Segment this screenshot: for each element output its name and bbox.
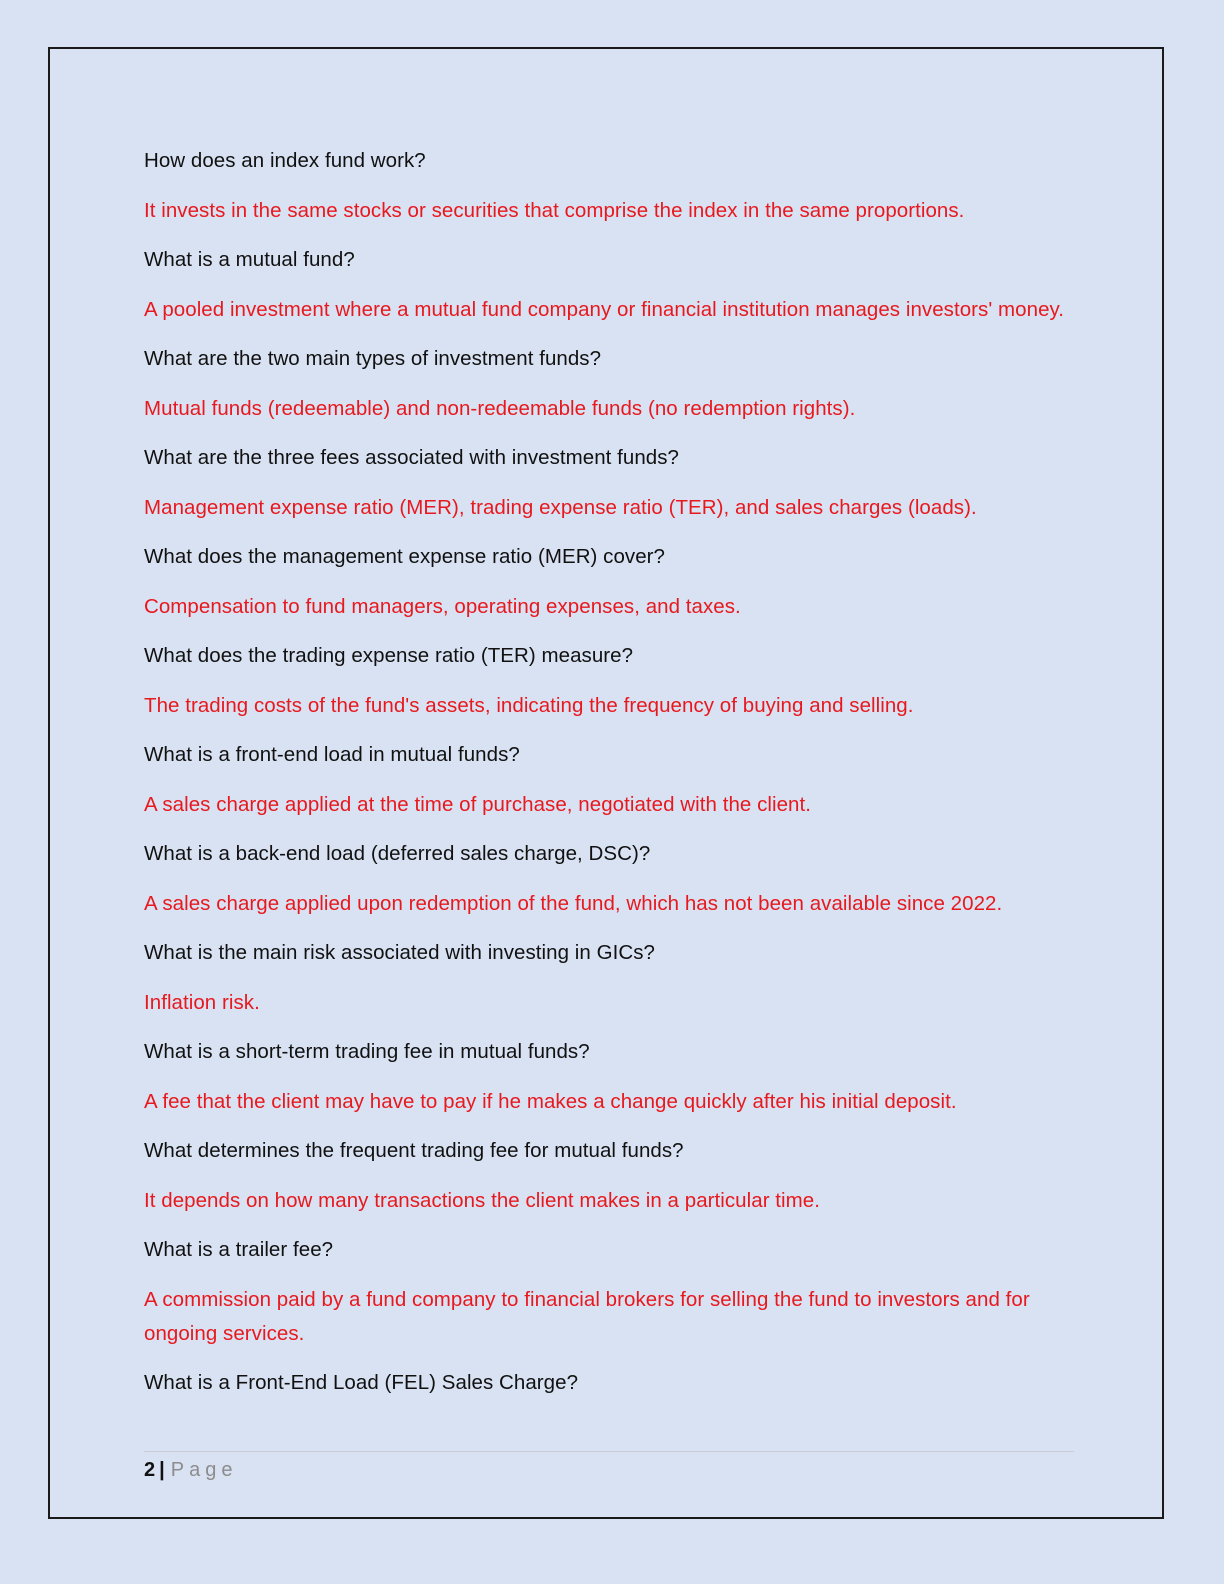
answer-line: Inflation risk. — [144, 990, 260, 1014]
question-line: What is the main risk associated with investing in GICs? — [144, 941, 655, 964]
page-label: Page — [170, 1459, 238, 1481]
page-footer — [144, 1456, 237, 1484]
question-line: What is a front-end load in mutual funds? — [144, 743, 520, 766]
answer-line: The trading costs of the fund's assets, indicating the frequency of buying and selling. — [144, 693, 914, 717]
footer-divider — [144, 1451, 1074, 1452]
answer-line: A sales charge applied at the time of purchase, negotiated with the client. — [144, 792, 811, 816]
answer-line: Management expense ratio (MER), trading expense ratio (TER), and sales charges (loads). — [144, 495, 977, 519]
question-line: What is a back-end load (deferred sales charge, DSC)? — [144, 842, 651, 865]
question-line: What is a short-term trading fee in mutual funds? — [144, 1040, 590, 1063]
page-number: 2 — [144, 1459, 156, 1481]
question-line: What determines the frequent trading fee for mutual funds? — [144, 1139, 684, 1162]
answer-line: It invests in the same stocks or securities that comprise the index in the same proportions. — [144, 198, 965, 222]
question-line: What does the management expense ratio (MER) cover? — [144, 545, 665, 568]
answer-line: A sales charge applied upon redemption of the fund, which has not been available since 2022. — [144, 891, 1003, 915]
footer-separator: | — [159, 1459, 165, 1481]
answer-line: A pooled investment where a mutual fund company or financial institution manages investors' money. — [144, 297, 1065, 321]
answer-line: A commission paid by a fund company to financial brokers for selling the fund to investors and for ongoing services. — [144, 1287, 1030, 1345]
qa-content — [144, 144, 1074, 1416]
answer-line: It depends on how many transactions the client makes in a particular time. — [144, 1188, 820, 1212]
question-line: How does an index fund work? — [144, 149, 426, 172]
answer-line: Compensation to fund managers, operating expenses, and taxes. — [144, 594, 741, 618]
question-line: What are the three fees associated with investment funds? — [144, 446, 679, 469]
question-line: What are the two main types of investment funds? — [144, 347, 602, 370]
answer-line: Mutual funds (redeemable) and non-redeemable funds (no redemption rights). — [144, 396, 856, 420]
question-line: What is a mutual fund? — [144, 248, 355, 271]
question-line: What does the trading expense ratio (TER) measure? — [144, 644, 634, 667]
question-line: What is a trailer fee? — [144, 1238, 334, 1261]
question-line: What is a Front-End Load (FEL) Sales Charge? — [144, 1371, 579, 1394]
answer-line: A fee that the client may have to pay if he makes a change quickly after his initial deposit. — [144, 1089, 957, 1113]
